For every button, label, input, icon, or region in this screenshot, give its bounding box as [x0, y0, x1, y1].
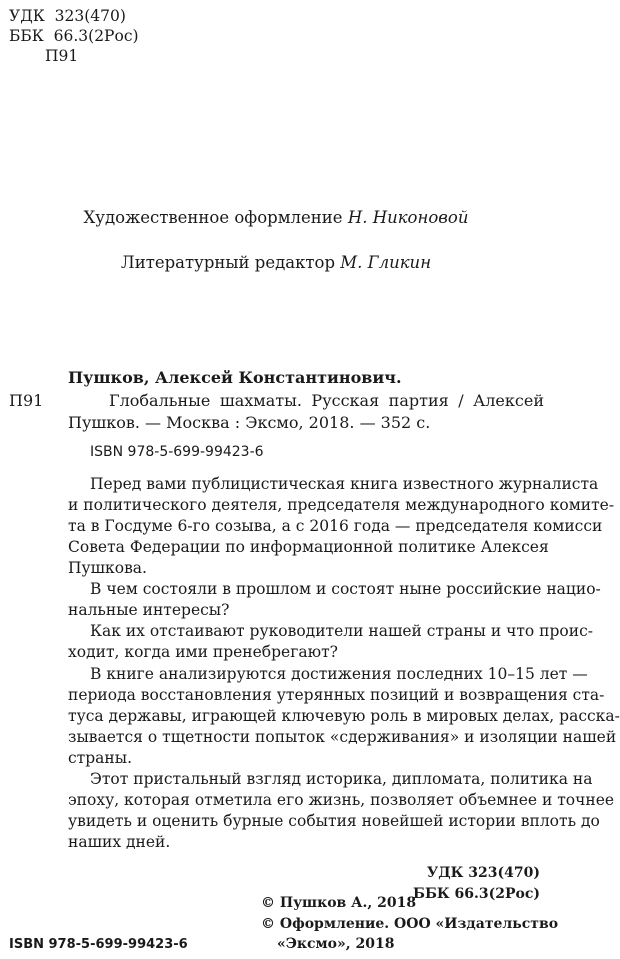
editor-credit-name: М. Гликин	[340, 253, 432, 272]
bbk-row	[9, 26, 139, 46]
footer-isbn: ISBN 978-5-699-99423-6	[9, 937, 188, 952]
title-line-2: Пушков. — Москва : Эксмо, 2018. — 352 с.	[68, 413, 431, 432]
editor-credit	[0, 253, 552, 272]
biblio-mark: П91	[9, 391, 44, 410]
annotation-line: та в Госдуме 6-го созыва, а с 2016 года — председателя комисси	[68, 517, 603, 535]
design-credit-name: Н. Никоновой	[347, 208, 469, 227]
annotation-line: страны.	[68, 749, 133, 767]
design-credit-prefix: Художественное оформление	[83, 208, 348, 227]
annotation-line: В книге анализируются достижения последних 10–15 лет —	[90, 665, 588, 683]
annotation-line: Совета Федерации по информационной политике Алексея	[68, 538, 549, 556]
udk-value: 323(470)	[54, 7, 126, 25]
annotation-line: Этот пристальный взгляд историка, дипломата, политика на	[90, 770, 593, 788]
annotation-line: периода восстановления утерянных позиций и возвращения ста-	[68, 686, 605, 704]
annotation-line: Пушкова.	[68, 559, 147, 577]
annotation-line: В чем состояли в прошлом и состоят ныне российские нацио-	[90, 580, 601, 598]
annotation-line: и политического деятеля, председателя международного комите-	[68, 496, 615, 514]
bbk-value: 66.3(2Рос)	[53, 27, 139, 45]
annotation-line: Перед вами публицистическая книга известного журналиста	[90, 475, 599, 493]
bbk-classification: ББК 66.3(2Рос)	[412, 886, 540, 902]
annotation-line: наших дней.	[68, 833, 171, 851]
annotation-line: зывается о тщетности попыток «сдерживания» и изоляции нашей	[68, 728, 617, 746]
copyright-author: © Пушков А., 2018	[261, 895, 417, 911]
annotation-line: нальные интересы?	[68, 601, 230, 619]
udk-classification: УДК 323(470)	[426, 865, 540, 881]
copyright-design: © Оформление. ООО «Издательство	[261, 916, 559, 932]
copyright-publisher: «Эксмо», 2018	[277, 936, 395, 952]
title-line-1: Глобальные шахматы. Русская партия / Алексей	[109, 391, 544, 410]
annotation-line: Как их отстаивают руководители нашей страны и что проис-	[90, 622, 593, 640]
annotation-line: ходит, когда ими пренебрегают?	[68, 643, 338, 661]
design-credit	[0, 208, 552, 227]
biblio-isbn: ISBN 978-5-699-99423-6	[90, 444, 264, 460]
udk-label: УДК	[9, 7, 45, 25]
annotation-line: увидеть и оценить бурные события новейшей истории вплоть до	[68, 812, 600, 830]
bbk-label: ББК	[9, 27, 44, 45]
library-codes	[9, 6, 139, 66]
annotation-line: туса державы, играющей ключевую роль в мировых делах, расска-	[68, 707, 620, 725]
editor-credit-prefix: Литературный редактор	[120, 253, 341, 272]
author-mark: П91	[45, 47, 79, 65]
annotation-line: эпоху, которая отметила его жизнь, позволяет объемнее и точнее	[68, 791, 615, 809]
udk-row	[9, 6, 139, 26]
author-heading: Пушков, Алексей Константинович.	[68, 368, 402, 387]
